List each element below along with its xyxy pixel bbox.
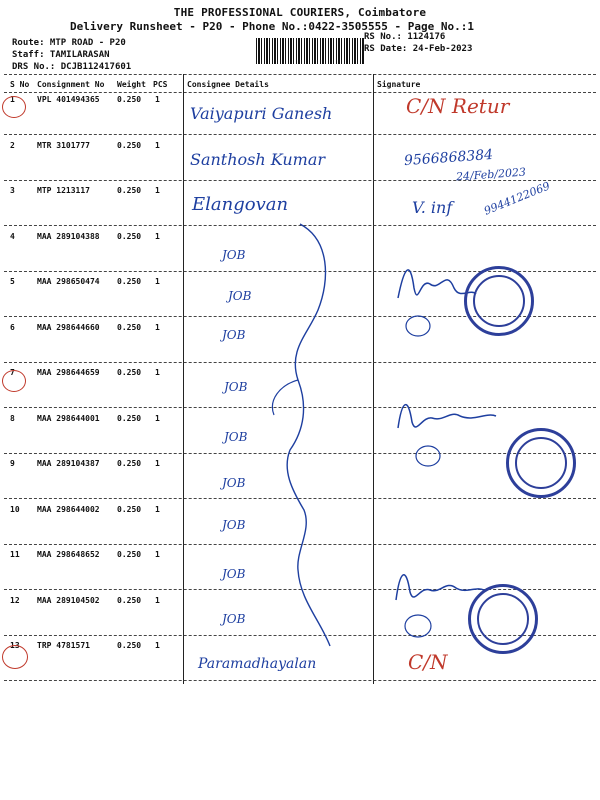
runsheet-title: Delivery Runsheet - P20 - Phone No.:0422-3505555 - Page No.:1 xyxy=(70,20,474,33)
rs-date: RS Date: 24-Feb-2023 xyxy=(364,44,473,54)
handwritten-job-4: JOB xyxy=(222,248,246,262)
company-stamp-3 xyxy=(468,584,538,654)
row-sno: 7 xyxy=(10,368,15,377)
handwritten-job-6: JOB xyxy=(222,328,246,342)
row-weight: 0.250 xyxy=(117,505,142,514)
col-header-pcs: PCS xyxy=(153,80,168,89)
row-7-circle-mark xyxy=(2,370,26,392)
handwritten-consignee-2: Santhosh Kumar xyxy=(190,150,326,169)
handwritten-job-8: JOB xyxy=(224,430,248,444)
col-header-weight: Weight xyxy=(117,80,146,89)
row-weight: 0.250 xyxy=(117,414,142,423)
row-pcs: 1 xyxy=(155,368,160,377)
row-sno: 2 xyxy=(10,141,15,150)
handwritten-consignee-13: Paramadhayalan xyxy=(198,656,317,672)
row-consignment-no: MAA 289104502 xyxy=(37,596,100,605)
row-weight: 0.250 xyxy=(117,459,142,468)
col-header-signature: Signature xyxy=(377,80,421,89)
handwritten-consignee-3: Elangovan xyxy=(192,194,289,215)
row-weight: 0.250 xyxy=(117,186,142,195)
row-pcs: 1 xyxy=(155,505,160,514)
row-sno: 12 xyxy=(10,596,20,605)
row-pcs: 1 xyxy=(155,459,160,468)
row-weight: 0.250 xyxy=(117,368,142,377)
staff-label: Staff: TAMILARASAN xyxy=(12,50,110,60)
row-sno: 5 xyxy=(10,277,15,286)
signature-return-note-13: C/N xyxy=(408,650,448,674)
row-pcs: 1 xyxy=(155,641,160,650)
company-stamp-2 xyxy=(506,428,576,498)
header-bottom-divider xyxy=(4,92,596,93)
row-pcs: 1 xyxy=(155,186,160,195)
row-weight: 0.250 xyxy=(117,550,142,559)
row-sno: 9 xyxy=(10,459,15,468)
handwritten-job-5: JOB xyxy=(228,289,252,303)
row-weight: 0.250 xyxy=(117,141,142,150)
col-header-consignment: Consignment No xyxy=(37,80,105,89)
row-weight: 0.250 xyxy=(117,596,142,605)
handwritten-job-10: JOB xyxy=(222,518,246,532)
row-consignment-no: MAA 289104387 xyxy=(37,459,100,468)
drs-number: DRS No.: DCJB112417601 xyxy=(12,62,132,72)
handwritten-job-11: JOB xyxy=(222,567,246,581)
row-sno: 1 xyxy=(10,95,15,104)
row-sno: 13 xyxy=(10,641,20,650)
row-pcs: 1 xyxy=(155,550,160,559)
row-pcs: 1 xyxy=(155,323,160,332)
row-1-circle-mark xyxy=(2,96,26,118)
barcode xyxy=(256,38,364,64)
row-consignment-no: VPL 401494365 xyxy=(37,95,100,104)
row-weight: 0.250 xyxy=(117,641,142,650)
row-weight: 0.250 xyxy=(117,277,142,286)
company-stamp-1 xyxy=(464,266,534,336)
row-sno: 3 xyxy=(10,186,15,195)
row-divider xyxy=(4,680,596,681)
row-pcs: 1 xyxy=(155,95,160,104)
row-sno: 10 xyxy=(10,505,20,514)
row-consignment-no: MAA 289104388 xyxy=(37,232,100,241)
row-sno: 11 xyxy=(10,550,20,559)
row-divider xyxy=(4,180,596,181)
row-weight: 0.250 xyxy=(117,232,142,241)
row-consignment-no: MTR 3101777 xyxy=(37,141,90,150)
col-header-sno: S No xyxy=(10,80,30,89)
row-pcs: 1 xyxy=(155,277,160,286)
signature-return-note-1: C/N Retur xyxy=(406,94,510,118)
company-title: THE PROFESSIONAL COURIERS, Coimbatore xyxy=(173,6,427,19)
row-consignment-no: MAA 298644659 xyxy=(37,368,100,377)
row-consignment-no: MAA 298644002 xyxy=(37,505,100,514)
header-top-divider xyxy=(4,74,596,75)
row-pcs: 1 xyxy=(155,596,160,605)
row-sno: 6 xyxy=(10,323,15,332)
signature-scribble-2 xyxy=(390,392,500,472)
handwritten-bracket-sketch xyxy=(180,210,380,660)
handwritten-job-9: JOB xyxy=(222,476,246,490)
row-weight: 0.250 xyxy=(117,323,142,332)
row-13-circle-mark xyxy=(2,645,28,669)
row-consignment-no: MAA 298648652 xyxy=(37,550,100,559)
row-consignment-no: MAA 298644001 xyxy=(37,414,100,423)
route-label: Route: MTP ROAD - P20 xyxy=(12,38,126,48)
signature-phone-3: 9944122069 xyxy=(482,179,552,218)
row-weight: 0.250 xyxy=(117,95,142,104)
row-consignment-no: TRP 4781571 xyxy=(37,641,90,650)
signature-phone-2: 9566868384 xyxy=(403,146,494,170)
signature-sign-3: V. inf xyxy=(412,198,453,217)
row-pcs: 1 xyxy=(155,414,160,423)
signature-date-2: 24/Feb/2023 xyxy=(455,165,527,184)
col-header-consignee: Consignee Details xyxy=(187,80,269,89)
row-consignment-no: MAA 298650474 xyxy=(37,277,100,286)
handwritten-job-7: JOB xyxy=(224,380,248,394)
row-pcs: 1 xyxy=(155,141,160,150)
row-pcs: 1 xyxy=(155,232,160,241)
row-consignment-no: MAA 298644660 xyxy=(37,323,100,332)
row-consignment-no: MTP 1213117 xyxy=(37,186,90,195)
row-sno: 4 xyxy=(10,232,15,241)
row-sno: 8 xyxy=(10,414,15,423)
handwritten-job-12: JOB xyxy=(222,612,246,626)
row-divider xyxy=(4,134,596,135)
rs-number: RS No.: 1124176 xyxy=(364,32,446,42)
handwritten-consignee-1: Vaiyapuri Ganesh xyxy=(190,104,333,123)
